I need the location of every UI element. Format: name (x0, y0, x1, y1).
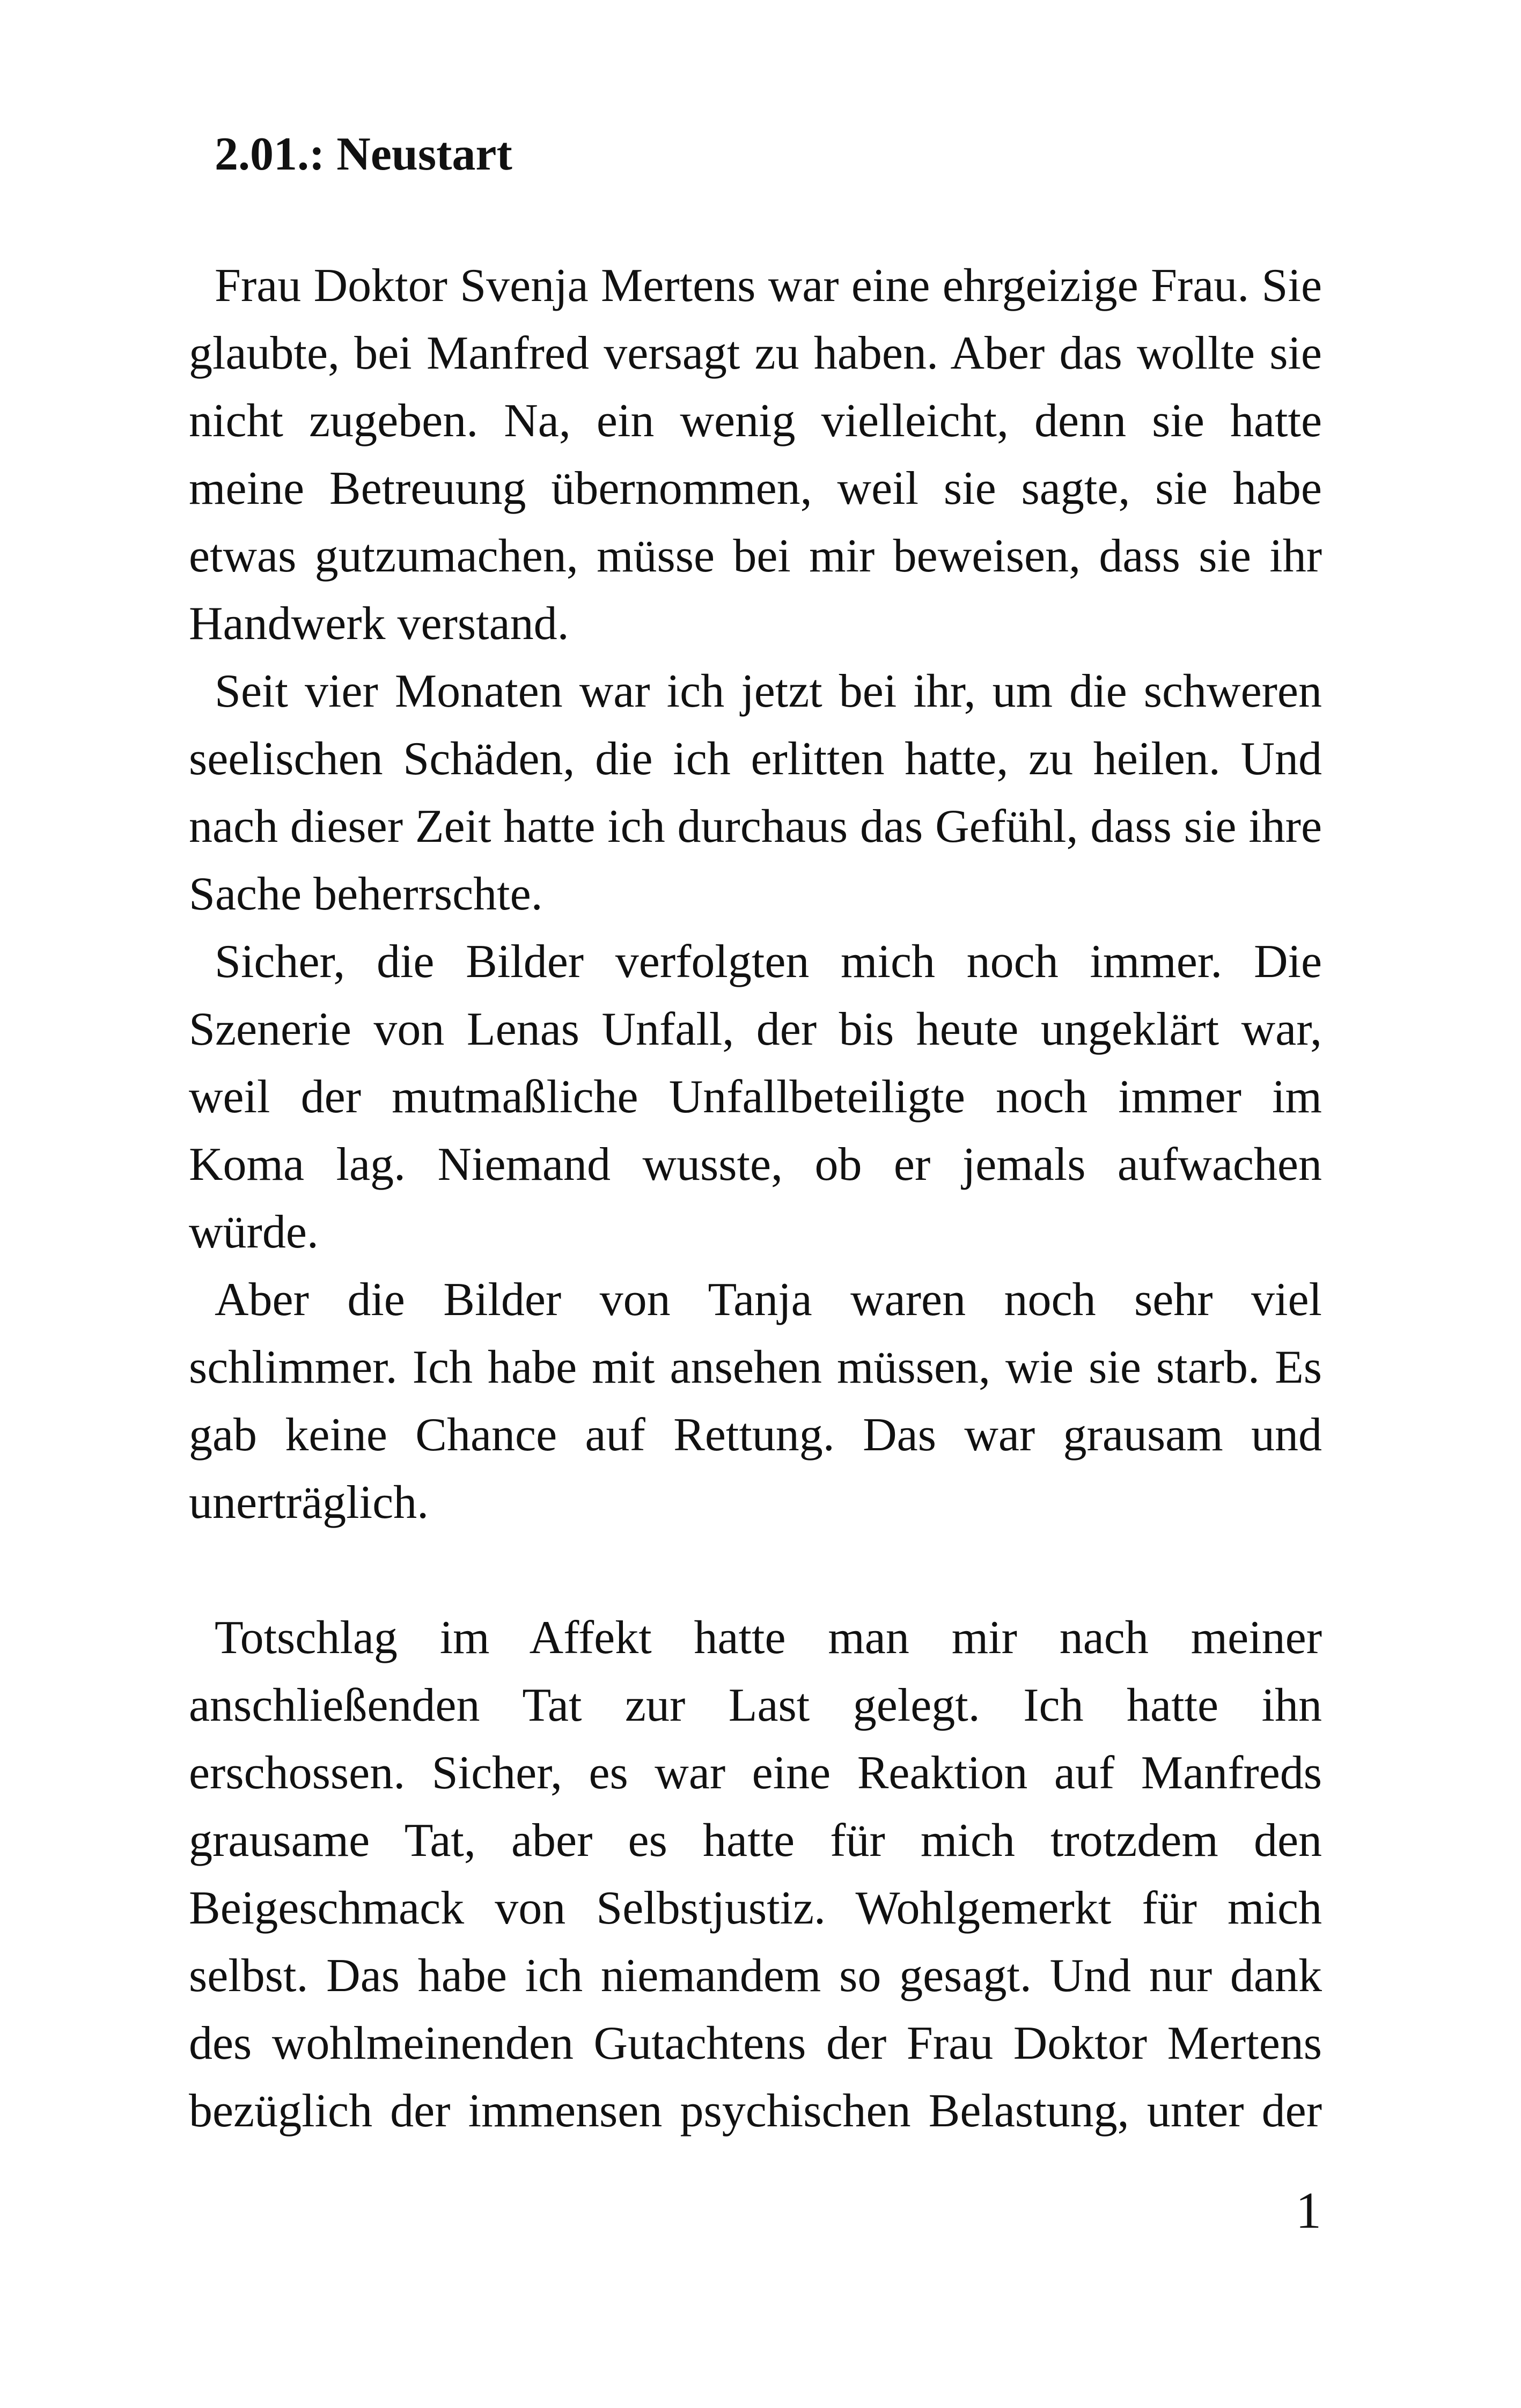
body-text (189, 252, 1322, 2145)
paragraph: Totschlag im Affekt hatte man mir nach meiner anschließenden Tat zur Last gelegt. Ich hatte ihn erschossen. Sicher, es war eine Reaktion auf Manfreds grausame Tat, aber es hatte für mich trotzdem den Beigeschmack von Selbstjustiz. Wohlgemerkt für mich selbst. Das habe ich niemandem so gesagt. Und nur dank des wohlmeinenden Gutachtens der Frau Doktor Mertens bezüglich der immensen psychischen Belastung, unter der (189, 1612, 1322, 2137)
section-break (189, 1537, 1322, 1604)
paragraph: Seit vier Monaten war ich jetzt bei ihr, um die schweren seelischen Schäden, die ich erlitten hatte, zu heilen. Und nach dieser Zeit hatte ich durchaus das Gefühl, dass sie ihre Sache beherrschte. (189, 665, 1322, 920)
chapter-title: 2.01.: Neustart (215, 128, 512, 180)
paragraph: Sicher, die Bilder verfolgten mich noch immer. Die Szenerie von Lenas Unfall, der bis heute ungeklärt war, weil der mutmaßliche Unfallbeteiligte noch immer im Koma lag. Niemand wusste, ob er jemals aufwachen würde. (189, 936, 1322, 1258)
paragraph: Frau Doktor Svenja Mertens war eine ehrgeizige Frau. Sie glaubte, bei Manfred versagt zu haben. Aber das wollte sie nicht zugeben. Na, ein wenig vielleicht, denn sie hatte meine Betreuung übernommen, weil sie sagte, sie habe etwas gutzumachen, müsse bei mir beweisen, dass sie ihr Handwerk verstand. (189, 260, 1322, 650)
page-number: 1 (1296, 2182, 1321, 2239)
paragraph: Aber die Bilder von Tanja waren noch sehr viel schlimmer. Ich habe mit ansehen müssen, wie sie starb. Es gab keine Chance auf Rettung. Das war grausam und unerträglich. (189, 1274, 1322, 1529)
